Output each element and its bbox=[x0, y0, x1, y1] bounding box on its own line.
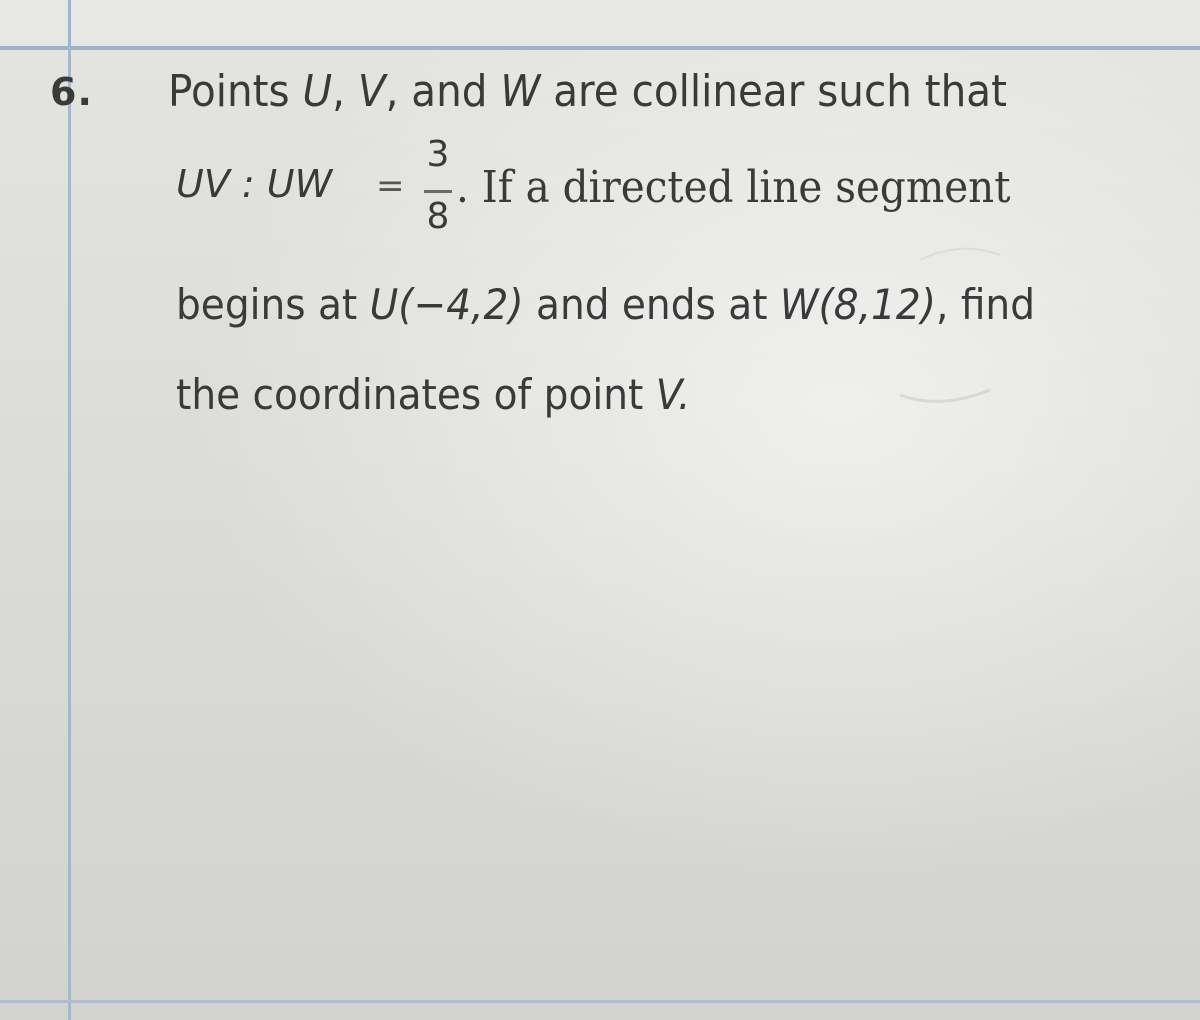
point-v-label: V. bbox=[655, 370, 691, 419]
question-line-2-text: . If a directed line segment bbox=[456, 162, 1011, 213]
end-point: W(8,12) bbox=[779, 280, 936, 329]
text-segment: , find bbox=[935, 280, 1035, 329]
table-header-row bbox=[0, 0, 1200, 50]
fraction-denominator: 8 bbox=[426, 196, 450, 237]
equals-sign: = bbox=[376, 166, 405, 206]
text-segment: begins at bbox=[176, 280, 370, 329]
ratio-line bbox=[176, 134, 1126, 260]
start-point: U(−4,2) bbox=[369, 280, 524, 329]
cell-divider bbox=[68, 0, 71, 46]
question-line-1 bbox=[168, 66, 1007, 117]
question-number: 6. bbox=[50, 70, 93, 114]
text-segment: , bbox=[332, 66, 358, 117]
point-u-label: U bbox=[302, 66, 333, 117]
question-line-4 bbox=[176, 370, 690, 419]
text-segment: the coordinates of point bbox=[176, 370, 656, 419]
fraction-bar bbox=[424, 190, 452, 193]
fraction bbox=[418, 134, 458, 250]
table-bottom-line bbox=[0, 1000, 1200, 1003]
text-segment: Points bbox=[168, 66, 303, 117]
point-w-label: W bbox=[500, 66, 541, 117]
table-column-line bbox=[68, 46, 71, 1020]
fraction-numerator: 3 bbox=[426, 134, 450, 175]
ratio-expression: UV : UW bbox=[176, 162, 333, 206]
text-segment: are collinear such that bbox=[540, 66, 1007, 117]
point-v-label: V bbox=[357, 66, 386, 117]
text-segment: , and bbox=[385, 66, 501, 117]
text-segment: and ends at bbox=[523, 280, 780, 329]
question-line-3 bbox=[176, 280, 1035, 329]
